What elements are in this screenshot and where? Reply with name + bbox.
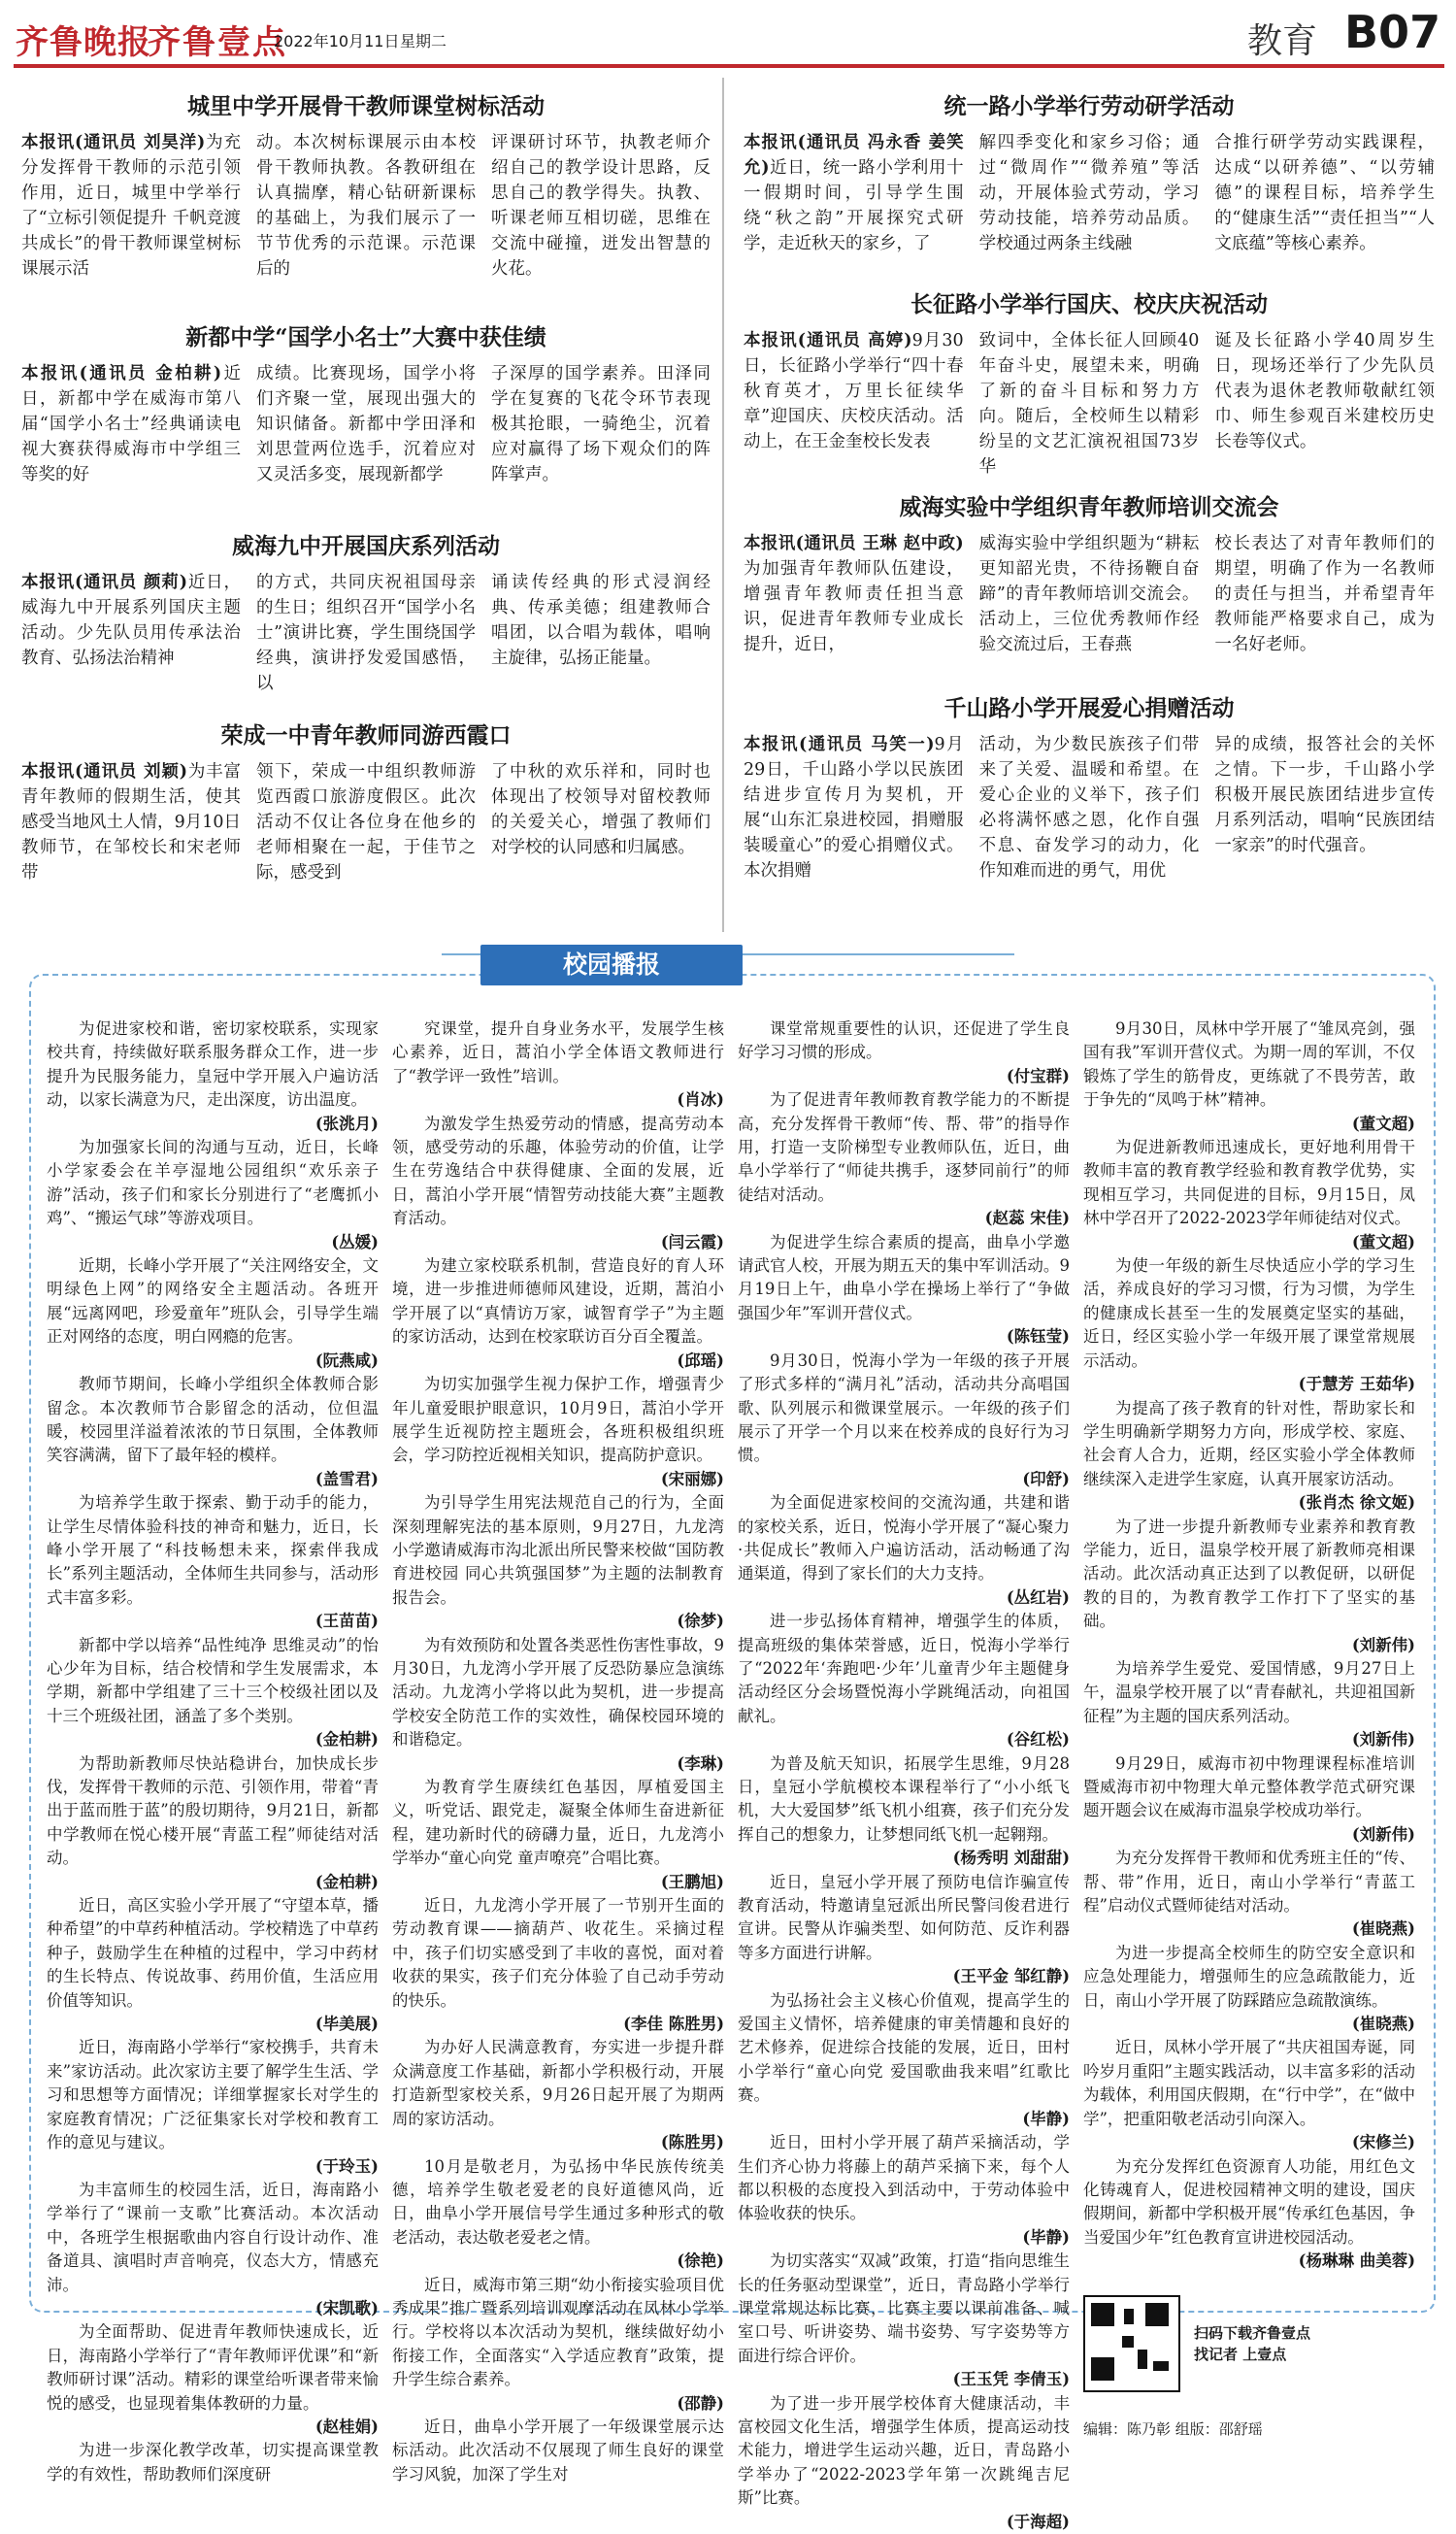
article-weihai9	[21, 529, 711, 696]
app-logo: 齐鲁壹点	[148, 23, 287, 62]
news-author: (于海超)	[1006, 2512, 1070, 2531]
article-text: 威海实验中学组织题为“耕耘更知韶光贵，不待扬鞭自奋蹄”的青年教师培训交流会。活动上，三位优秀教师作经验交流过后，王春燕	[978, 534, 1200, 654]
news-brief: 为引导学生用宪法规范自己的行为，全面深刻理解宪法的基本原则，9月27日，九龙湾小学邀请威海市沟北派出所民警来校做“国防教育进校园 同心共筑强国梦”为主题的法制教育报告会。	[392, 1493, 724, 1607]
news-author: (金柏耕)	[314, 1730, 379, 1750]
article-title: 新都中学“国学小名士”大赛中获佳绩	[185, 324, 546, 350]
qr-caption: 扫码下载齐鲁壹点	[1194, 2323, 1311, 2342]
news-brief: 9月29日，威海市初中物理课程标准培训暨威海市初中物理大单元整体教学范式研究课题开题会议在威海市温泉学校成功举行。	[1083, 1753, 1415, 1820]
news-brief: 近日，凤林小学开展了“共庆祖国寿诞，同吟岁月重阳”主题实践活动，以丰富多彩的活动为载体，利用国庆假期，在“行中学”，在“做中学”，把重阳敬老活动引向深入。	[1083, 2038, 1415, 2128]
news-brief: 为全面帮助、促进青年教师快速成长，近日，海南路小学举行了“青年教师评优课”和“新教师研讨课”活动。精彩的课堂给听课者带来愉悦的感受，也显现着集体教研的力量。	[47, 2322, 379, 2413]
news-brief: 为了促进青年教师教育教学能力的不断提高，充分发挥骨干教师“传、帮、带”的指导作用，打造一支阶梯型专业教师队伍，近日，曲阜小学举行了“师徒共携手，逐梦同前行”的师徒结对活动。	[738, 1090, 1070, 1204]
news-brief: 课堂常规重要性的认识，还促进了学生良好学习习惯的形成。	[738, 1019, 1070, 1062]
news-author: (丛媛)	[331, 1232, 379, 1251]
news-author: (徐艳)	[677, 2251, 724, 2271]
news-brief: 近日，皇冠小学开展了预防电信诈骗宣传教育活动，特邀请皇冠派出所民警闫俊君进行宣讲。民警从诈骗类型、如何防范、反诈利器等多方面进行讲解。	[738, 1872, 1070, 1962]
news-author: (李琳)	[677, 1753, 724, 1773]
news-author: (盖雪君)	[314, 1469, 379, 1488]
news-author: (付宝群)	[1006, 1066, 1070, 1085]
news-brief: 为提高了孩子教育的针对性，帮助家长和学生明确新学期努力方向，形成学校、家庭、社会育人合力，近期，经区实验小学全体教师继续深入走进学生家庭，认真开展家访活动。	[1083, 1398, 1415, 1488]
news-brief: 为弘扬社会主义核心价值观，提高学生的爱国主义情怀，培养健康的审美情趣和良好的艺术修养，促进综合技能的发展，近日，田村小学举行“童心向党 爱国歌曲我来唱”红歌比赛。	[738, 1990, 1070, 2105]
news-brief: 近日，海南路小学举行“家校携手，共育未来”家访活动。此次家访主要了解学生生活、学习和思想等方面情况；详细掌握家长对学生的家庭教育情况；广泛征集家长对学校和教育工作的意见与建议。	[47, 2038, 379, 2152]
news-author: (毕美展)	[314, 2015, 379, 2034]
article-byline: 本报讯(通讯员 王琳 赵中政)	[744, 534, 964, 553]
news-brief: 为促进新教师迅速成长，更好地利用骨干教师丰富的教育教学经验和教育教学优势，实现相互学习，共同促进的目标，9月15日，凤林中学召开了2022-2023学年师徒结对仪式。	[1083, 1138, 1415, 1228]
article-text: 的方式，共同庆祝祖国母亲的生日；组织召开“国学小名士”演讲比赛，学生围绕国学经典，演讲抒发爱国感悟，以	[256, 573, 476, 693]
article-title: 荣成一中青年教师同游西霞口	[220, 722, 512, 749]
news-author: (杨秀明 刘甜甜)	[952, 1849, 1070, 1868]
news-author: (闫云霞)	[660, 1232, 724, 1251]
news-brief: 为激发学生热爱劳动的情感，提高劳动本领，感受劳动的乐趣，体验劳动的价值，让学生在劳逸结合中获得健康、全面的发展，近日，蒿泊小学开展“情智劳动技能大赛”主题教育活动。	[392, 1114, 724, 1228]
article-text: 9月30日，长征路小学举行“四十春秋育英才，万里长征续华章”迎国庆、庆校庆活动。活动上，在王金奎校长发表	[744, 331, 964, 451]
editors-credit: 编辑：陈乃彰 组版：邵舒瑶	[1083, 2419, 1263, 2438]
masthead-rule	[14, 64, 1444, 68]
news-author: (董文超)	[1351, 1232, 1415, 1251]
article-changzhenglu	[744, 287, 1435, 480]
news-brief: 为加强家长间的沟通与互动，近日，长峰小学家委会在羊亭湿地公园组织“欢乐亲子游”活动，孩子们和家长分别进行了“老鹰抓小鸡”、“搬运气球”等游戏项目。	[47, 1138, 379, 1228]
page-number: B07	[1344, 6, 1441, 58]
article-weihai-shiyan	[744, 490, 1435, 657]
campus-column	[392, 1017, 724, 2484]
section-name: 教育	[1247, 21, 1318, 61]
news-author: (王玉凭 李倩玉)	[952, 2370, 1070, 2389]
news-brief: 为充分发挥骨干教师和优秀班主任的“传、帮、带”作用，近日，南山小学举行“青蓝工程”启动仪式暨师徒结对活动。	[1083, 1849, 1415, 1916]
campus-news	[47, 1017, 1415, 2531]
news-brief: 为教育学生赓续红色基因，厚植爱国主义，听党话、跟党走，凝聚全体师生奋进新征程，建功新时代的磅礴力量，近日，九龙湾小学举办“童心向党 童声嘹亮”合唱比赛。	[392, 1778, 724, 1868]
news-brief: 新都中学以培养“品性纯净 思维灵动”的怡心少年为目标，结合校情和学生发展需求，本学期，新都中学组建了三十三个校级社团以及十三个班级社团，涵盖了多个类别。	[47, 1635, 379, 1725]
article-title: 千山路小学开展爱心捐赠活动	[943, 695, 1235, 721]
issue-weekday: 星期二	[400, 32, 447, 50]
news-brief: 为进一步提高全校师生的防空安全意识和应急处理能力，增强师生的应急疏散能力，近日，南山小学开展了防踩踏应急疏散演练。	[1083, 1943, 1415, 2010]
article-byline: 本报讯(通讯员 冯永香 姜笑允)	[744, 133, 964, 178]
news-brief: 为切实落实“双减”政策，打造“指向思维生长的任务驱动型课堂”，近日，青岛路小学举行课堂常规达标比赛，比赛主要以课前准备、喊室口号、听讲姿势、端书姿势、写字姿势等方面进行综合评价。	[738, 2251, 1070, 2365]
news-brief: 为促进学生综合素质的提高，曲阜小学邀请武官人校，开展为期五天的集中军训活动。9月19日上午，曲阜小学在操场上举行了“争做强国少年”军训开营仪式。	[738, 1232, 1070, 1322]
news-brief: 为充分发挥红色资源育人功能，用红色文化铸魂育人，促进校园精神文明的建设，国庆假期间，新都中学积极开展“传承红色基因，争当爱国少年”红色教育宣讲进校园活动。	[1083, 2156, 1415, 2247]
article-text: 近日，威海九中开展系列国庆主题活动。少先队员用传承法治教育、弘扬法治精神	[21, 573, 242, 668]
article-text: 9月29日，千山路小学以民族团结进步宣传月为契机，开展“山东汇泉进校园，捐赠服装暖童心”的爱心捐赠仪式。本次捐赠	[744, 735, 964, 881]
news-author: (徐梦)	[677, 1612, 724, 1631]
news-brief: 近日，曲阜小学开展了一年级课堂展示达标活动。此次活动不仅展现了师生良好的课堂学习风貌，加深了学生对	[392, 2417, 724, 2484]
article-title: 威海实验中学组织青年教师培训交流会	[899, 494, 1279, 520]
news-author: (赵蕊 宋佳)	[984, 1209, 1070, 1228]
article-text: 近日，统一路小学利用十一假期时间，引导学生围绕“秋之韵”开展探究式研学，走近秋天的家乡，了	[744, 158, 964, 253]
news-author: (张肖杰 徐文姬)	[1298, 1493, 1415, 1513]
article-text: 校长表达了对青年教师们的期望，明确了作为一名教师的责任与担当，并希望青年教师能严格要求自己，成为一名好老师。	[1214, 534, 1436, 654]
column-divider	[722, 78, 724, 932]
article-xindu	[21, 320, 711, 487]
news-author: (董文超)	[1351, 1114, 1415, 1133]
article-title: 威海九中开展国庆系列活动	[232, 533, 500, 559]
article-title: 长征路小学举行国庆、校庆庆祝活动	[910, 291, 1268, 317]
news-author: (邵静)	[677, 2393, 724, 2413]
news-author: (宋修兰)	[1351, 2133, 1415, 2152]
article-rongcheng	[21, 718, 711, 885]
news-brief: 为促进家校和谐，密切家校联系，实现家校共育，持续做好联系服务群众工作，进一步提升为民服务能力，皇冠中学开展入户遍访活动，以家长满意为尺，走出深度，访出温度。	[47, 1019, 379, 1110]
article-text: 子深厚的国学素养。田泽同学在复赛的飞花令环节表现极其抢眼，一骑绝尘，沉着应对赢得了场下观众们的阵阵掌声。	[491, 364, 711, 484]
article-text: 为丰富青年教师的假期生活，使其感受当地风土人情，9月10日教师节，在邹校长和宋老师带	[21, 762, 242, 883]
article-text: 为加强青年教师队伍建设，增强青年教师责任担当意识，促进青年教师专业成长提升，近日，	[744, 559, 964, 654]
news-author: (谷红松)	[1006, 1730, 1070, 1750]
article-text: 解四季变化和家乡习俗；通过“微周作”“微养殖”等活动，开展体验式劳动，学习劳动技能，培养劳动品质。学校通过两条主线融	[978, 133, 1200, 253]
article-text: 领下，荣成一中组织教师游览西霞口旅游度假区。此次活动不仅让各位身在他乡的老师相聚在一起，于佳节之际，感受到	[256, 762, 476, 883]
news-brief: 为普及航天知识，拓展学生思维，9月28日，皇冠小学航模校本课程举行了“小小纸飞机，大大爱国梦”纸飞机小组赛，孩子们充分发挥自己的想象力，让梦想同纸飞机一起翱翔。	[738, 1753, 1070, 1844]
news-brief: 近日，高区实验小学开展了“守望本草，播种希望”的中草药种植活动。学校精选了中草药种子，鼓励学生在种植的过程中，学习中药材的生长特点、传说故事、药用价值，生活应用价值等知识。	[47, 1896, 379, 2010]
article-text: 评课研讨环节，执教老师介绍自己的教学设计思路，反思自己的教学得失。执教、听课老师互相切磋，思维在交流中碰撞，迸发出智慧的火花。	[491, 133, 711, 279]
news-brief: 为有效预防和处置各类恶性伤害性事故，9月30日，九龙湾小学开展了反恐防暴应急演练活动。九龙湾小学将以此为契机，进一步提高学校安全防范工作的实效性，确保校园环境的和谐稳定。	[392, 1635, 724, 1750]
news-author: (毕静)	[1022, 2227, 1070, 2247]
news-brief: 教师节期间，长峰小学组织全体教师合影留念。本次教师节合影留念的活动，位但温暖，校园里洋溢着浓浓的节日氛围，全体教师笑容满满，留下了最年轻的模样。	[47, 1375, 379, 1465]
article-tongyilu	[744, 89, 1435, 256]
article-text: 活动，为少数民族孩子们带来了关爱、温暖和希望。在爱心企业的义举下，孩子们必将满怀感之恩，化作自强不息、奋发学习的动力，化作知难而进的勇气，用优	[978, 735, 1200, 881]
news-brief: 为帮助新教师尽快站稳讲台，加快成长步伐，发挥骨干教师的示范、引领作用，带着“青出于蓝而胜于蓝”的殷切期待，9月21日，新都中学教师在悦心楼开展“青蓝工程”师徒结对活动。	[47, 1753, 379, 1868]
news-author: (王鹏旭)	[660, 1872, 724, 1891]
news-author: (肖冰)	[677, 1090, 724, 1110]
news-brief: 10月是敬老月，为弘扬中华民族传统美德，培养学生敬老爱老的良好道德风尚，近日，曲阜小学开展信号学生通过多种形式的敬老活动，表达敬老爱老之情。	[392, 2156, 724, 2247]
news-brief: 9月30日，悦海小学为一年级的孩子开展了形式多样的“满月礼”活动，活动共分高唱国歌、队列展示和微课堂展示。一年级的孩子们展示了开学一个月以来在校养成的良好行为习惯。	[738, 1350, 1070, 1465]
article-byline: 本报讯(通讯员 金柏耕)	[21, 364, 222, 383]
article-text: 成绩。比赛现场，国学小将们齐聚一堂，展现出强大的知识储备。新都中学田泽和刘思萱两位选手，沉着应对又灵活多变，展现新都学	[256, 364, 476, 484]
news-author: (宋丽娜)	[660, 1469, 724, 1488]
news-brief: 究课堂，提升自身业务水平，发展学生核心素养，近日，蒿泊小学全体语文教师进行了“教学评一致性”培训。	[392, 1019, 724, 1085]
article-byline: 本报讯(通讯员 马笑一)	[744, 735, 935, 754]
article-byline: 本报讯(通讯员 刘昊洋)	[21, 133, 206, 152]
news-brief: 为进一步深化教学改革，切实提高课堂教学的有效性，帮助教师们深度研	[47, 2441, 379, 2484]
news-brief: 9月30日，凤林中学开展了“雏凤亮剑，强国有我”军训开营仪式。为期一周的军训，不仅锻炼了学生的筋骨皮，更练就了不畏劳苦，敢于争先的“凤鸣于林”精神。	[1083, 1019, 1415, 1110]
news-author: (毕静)	[1022, 2109, 1070, 2128]
article-text: 动。本次树标课展示由本校骨干教师执教。各教研组在认真揣摩，精心钻研新课标的基础上，为我们展示了一节节优秀的示范课。示范课后的	[256, 133, 476, 279]
article-text: 合推行研学劳动实践课程，达成“以研养德”、“以劳辅德”的课程目标，培养学生的“健康生活”“责任担当”“人文底蕴”等核心素养。	[1214, 133, 1436, 253]
qr-caption: 找记者 上壹点	[1194, 2345, 1287, 2363]
news-author: (崔晓燕)	[1351, 2015, 1415, 2034]
news-author: (邱瑶)	[677, 1350, 724, 1370]
news-brief: 为建立家校联系机制，营造良好的育人环境，进一步推进师德师风建设，近期，蒿泊小学开展了以“真情访万家，诚智育学子”为主题的家访活动，达到在校家联访百分百全覆盖。	[392, 1256, 724, 1347]
news-brief: 为切实加强学生视力保护工作，增强青少年儿童爱眼护眼意识，10月9日，蒿泊小学开展学生近视防控主题班会，各班积极组织班会，学习防控近视相关知识，提高防护意识。	[392, 1375, 724, 1465]
news-author: (金柏耕)	[314, 1872, 379, 1891]
article-text: 为充分发挥骨干教师的示范引领作用，近日，城里中学举行了“立标引领促提升 千帆竞渡共成长”的骨干教师课堂树标课展示活	[21, 133, 241, 279]
news-author: (刘新伟)	[1351, 1824, 1415, 1844]
news-author: (阮燕咸)	[314, 1350, 379, 1370]
news-brief: 为了进一步开展学校体育大健康活动，丰富校园文化生活，增强学生体质，提高运动技术能力，增进学生运动兴趣，近日，青岛路小学举办了“2022-2023学年第一次跳绳吉尼斯”比赛。	[738, 2393, 1070, 2508]
campus-column	[738, 1017, 1070, 2531]
article-text: 了中秋的欢乐祥和，同时也体现出了校领导对留校教师的关爱关心，增强了教师们对学校的认同感和归属感。	[491, 762, 711, 857]
news-brief: 进一步弘扬体育精神，增强学生的体质，提高班级的集体荣誉感，近日，悦海小学举行了“2022年‘奔跑吧·少年’儿童青少年主题健身活动经区分会场暨悦海小学跳绳活动，向祖国献礼。	[738, 1612, 1070, 1725]
news-author: (刘新伟)	[1351, 1730, 1415, 1750]
news-brief: 为培养学生敢于探索、勤于动手的能力，让学生尽情体验科技的神奇和魅力，近日，长峰小学开展了“科技畅想未来，探索伴我成长”系列主题活动，全体师生共同参与，活动形式丰富多彩。	[47, 1493, 379, 1607]
news-brief: 近日，九龙湾小学开展了一节别开生面的劳动教育课——摘葫芦、收花生。采摘过程中，孩子们切实感受到了丰收的喜悦，面对着收获的果实，孩子们充分体验了自己动手劳动的快乐。	[392, 1896, 724, 2010]
article-text: 致词中，全体长征人回顾40年奋斗史，展望未来，明确了新的奋斗目标和努力方向。随后，全校师生以精彩纷呈的文艺汇演祝祖国73岁华	[978, 331, 1200, 477]
campus-column	[47, 1017, 379, 2484]
news-author: (刘新伟)	[1351, 1635, 1415, 1654]
article-text: 近日，新都中学在威海市第八届“国学小名士”经典诵读电视大赛获得威海市中学组三等奖的好	[21, 364, 242, 484]
campus-banner-title: 校园播报	[480, 945, 743, 985]
news-brief: 为丰富师生的校园生活，近日，海南路小学举行了“课前一支歌”比赛活动。本次活动中，各班学生根据歌曲内容自行设计动作、准备道具、演唱时声音响亮，仪态大方，情感充沛。	[47, 2180, 379, 2294]
news-author: (印舒)	[1022, 1469, 1070, 1488]
issue-date: 2022年10月11日	[274, 32, 400, 50]
news-author: (崔晓燕)	[1351, 1919, 1415, 1939]
news-author: (宋凯歌)	[314, 2298, 379, 2317]
news-brief: 近日，威海市第三期“幼小衔接实验项目优秀成果”推广暨系列培训观摩活动在凤林小学举行。学校将以本次活动为契机，继续做好幼小衔接工作，全面落实“入学适应教育”政策，提升学生综合素养。	[392, 2275, 724, 2389]
article-title: 城里中学开展骨干教师课堂树标活动	[187, 93, 545, 119]
newspaper-logo: 齐鲁晚报	[16, 23, 151, 62]
news-brief: 为全面促进家校间的交流沟通，共建和谐的家校关系，近日，悦海小学开展了“凝心聚力·共促成长”教师入户遍访活动，活动畅通了沟通渠道，得到了家长们的大力支持。	[738, 1493, 1070, 1584]
article-text: 诵读传经典的形式浸润经典、传承美德；组建教师合唱团，以合唱为载体，唱响主旋律，弘扬正能量。	[491, 573, 711, 668]
news-brief: 近日，田村小学开展了葫芦采摘活动，学生们齐心协力将藤上的葫芦采摘下来，每个人都以积极的态度投入到活动中，于劳动体验中体验收获的快乐。	[738, 2133, 1070, 2223]
article-byline: 本报讯(通讯员 刘颖)	[21, 762, 187, 782]
news-author: (于慧芳 王茹华)	[1298, 1375, 1415, 1394]
news-author: (王平金 邹红静)	[952, 1967, 1070, 1986]
campus-column	[1083, 1017, 1415, 2438]
news-brief: 近期，长峰小学开展了“关注网络安全，文明绿色上网”的网络安全主题活动。各班开展“远离网吧，珍爱童年”班队会，引导学生端正对网络的态度，明白网瘾的危害。	[47, 1256, 379, 1347]
news-brief: 为办好人民满意教育，夯实进一步提升群众满意度工作基础，新都小学积极行动，开展打造新型家校关系，9月26日起开展了为期两周的家访活动。	[392, 2038, 724, 2128]
article-title: 统一路小学举行劳动研学活动	[943, 93, 1235, 119]
article-byline: 本报讯(通讯员 高婷)	[744, 331, 912, 350]
article-text: 异的成绩，报答社会的关怀之情。下一步，千山路小学积极开展民族团结进步宣传月系列活动，唱响“民族团结一家亲”的时代强音。	[1214, 735, 1436, 855]
news-author: (陈胜男)	[660, 2133, 724, 2152]
article-qianshanlu	[744, 691, 1435, 884]
article-text: 诞及长征路小学40周岁生日，现场还举行了少先队员代表为退休老教师敬献红领巾、师生参观百米建校历史长卷等仪式。	[1214, 331, 1436, 451]
news-author: (张洮月)	[314, 1114, 379, 1133]
masthead	[0, 0, 1456, 64]
news-author: (王苗苗)	[314, 1612, 379, 1631]
article-chengli	[21, 89, 711, 282]
news-author: (李佳 陈胜男)	[623, 2015, 724, 2034]
article-byline: 本报讯(通讯员 颜莉)	[21, 573, 187, 592]
news-author: (杨琳琳 曲美蓉)	[1298, 2251, 1415, 2271]
news-author: (赵桂娟)	[314, 2417, 379, 2436]
news-brief: 为使一年级的新生尽快适应小学的学习生活，养成良好的学习习惯，行为习惯，为学生的健康成长甚至一生的发展奠定坚实的基础，近日，经区实验小学一年级开展了课堂常规展示活动。	[1083, 1256, 1415, 1370]
news-author: (陈钰莹)	[1006, 1327, 1070, 1347]
news-brief: 为了进一步提升新教师专业素养和教育教学能力，近日，温泉学校开展了新教师亮相课活动。此次活动真正达到了以教促研，以研促教的目的，为教育教学工作打下了坚实的基础。	[1083, 1517, 1415, 1631]
news-brief: 为培养学生爱党、爱国情感，9月27日上午，温泉学校开展了以“青春献礼，共迎祖国新征程”为主题的国庆系列活动。	[1083, 1658, 1415, 1725]
news-author: (丛红岩)	[1006, 1587, 1070, 1607]
news-author: (于玲玉)	[314, 2156, 379, 2176]
